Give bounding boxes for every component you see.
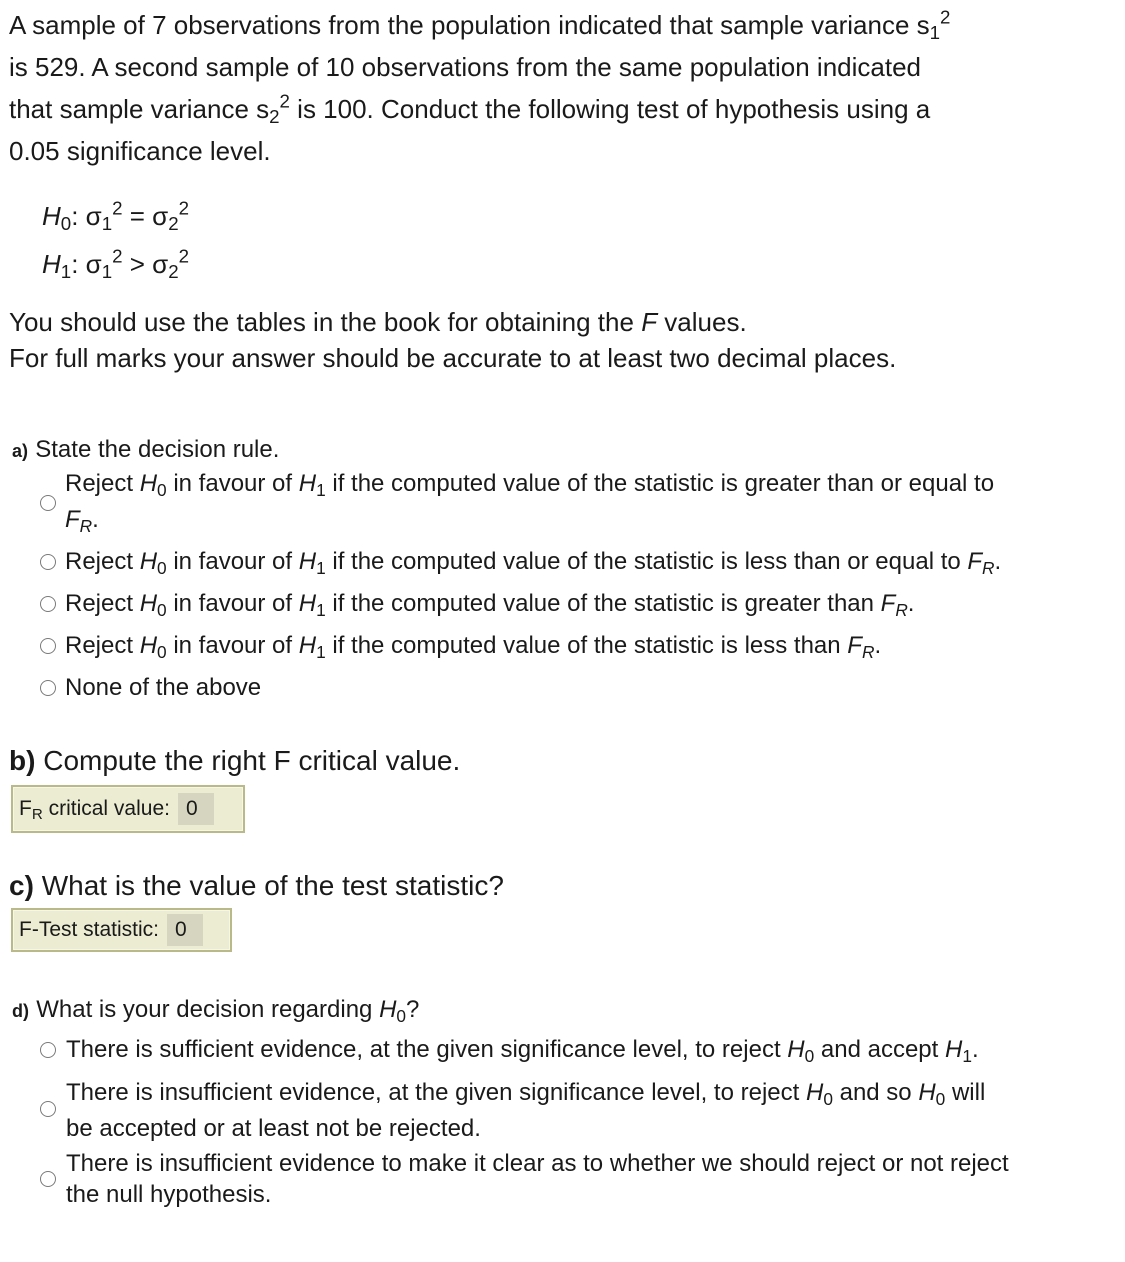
part-b-label: b) — [9, 745, 36, 776]
title-text: What is your decision regarding — [36, 996, 380, 1023]
h-sub: 0 — [157, 479, 167, 500]
intro-line-4: 0.05 significance level. — [9, 136, 271, 166]
f-letter: F — [847, 632, 862, 659]
option-a3[interactable] — [40, 587, 914, 621]
question-mark: ? — [406, 996, 420, 1023]
option-a4-text — [65, 629, 881, 663]
sigma-1-sub: 1 — [101, 213, 113, 235]
h-sub: 1 — [316, 557, 326, 578]
period: . — [994, 548, 1002, 575]
h0-sub: 0 — [60, 213, 72, 235]
part-d-title — [36, 996, 420, 1026]
h-sub: 0 — [157, 557, 167, 578]
intro-sub-3: 2 — [269, 106, 280, 128]
condition: less than — [744, 632, 848, 659]
sigma-1: σ — [85, 249, 102, 279]
r-sub: R — [982, 557, 995, 578]
h-letter: H — [298, 548, 317, 575]
reject-word: Reject — [65, 590, 140, 617]
text-line-1: There is insufficient evidence to make it clear as to whether we should reject or not reject — [66, 1150, 1009, 1177]
in-favour: in favour of — [166, 548, 299, 575]
text-a: There is insufficient evidence, at the given significance level, to reject — [66, 1079, 806, 1106]
part-c-label: c) — [9, 870, 34, 901]
condition: less than or equal to — [744, 548, 968, 575]
stat-prefix: if the computed value of the statistic is — [325, 632, 745, 659]
h-sub: 0 — [157, 641, 167, 662]
condition: greater than or equal to — [744, 470, 995, 497]
f-letter: F — [967, 548, 983, 575]
f-critical-value-input[interactable] — [178, 793, 214, 825]
f-critical-value-label — [19, 797, 170, 824]
option-a2[interactable] — [40, 545, 1001, 579]
f-test-statistic-label: F-Test statistic: — [19, 918, 160, 941]
in-favour: in favour of — [166, 632, 299, 659]
h-letter: H — [139, 470, 158, 497]
radio-option-a4[interactable] — [40, 638, 56, 654]
intro-sup-1: 2 — [940, 6, 951, 28]
h-letter: H — [805, 1079, 824, 1106]
part-b-title: Compute the right F critical value. — [43, 745, 461, 776]
option-a2-text — [65, 545, 1001, 579]
h-sub: 0 — [396, 1005, 407, 1026]
radio-option-a5[interactable] — [40, 680, 56, 696]
text-a: There is sufficient evidence, at the given significance level, to reject — [66, 1036, 788, 1063]
part-d-label: d) — [12, 1001, 29, 1021]
part-b-heading — [9, 745, 460, 777]
text-line-2: the null hypothesis. — [66, 1181, 272, 1208]
instruction-text-b: values. — [657, 307, 747, 337]
alternative-hypothesis: $H_1$: $\sigma_1^2 > \sigma_2^2$ — [42, 245, 190, 283]
option-d1[interactable] — [40, 1033, 979, 1067]
h-letter: H — [918, 1079, 936, 1106]
h-letter: H — [787, 1036, 805, 1063]
text-b: and so — [832, 1079, 919, 1106]
h1-sub: 1 — [60, 261, 72, 283]
sigma-1-sub: 1 — [101, 261, 113, 283]
radio-option-d1[interactable] — [40, 1042, 56, 1058]
f-letter: F — [19, 797, 32, 820]
sigma-1-sup: 2 — [112, 197, 123, 219]
f-letter: F — [65, 506, 80, 533]
text-line-2: be accepted or at least not be rejected. — [66, 1115, 481, 1142]
period: . — [92, 506, 99, 533]
critical-value-text: critical value: — [42, 797, 170, 820]
sigma-2: σ — [152, 201, 169, 231]
option-a5[interactable] — [40, 671, 261, 705]
text-c: . — [971, 1036, 979, 1063]
option-a4[interactable] — [40, 629, 881, 663]
h-sub: 1 — [962, 1045, 972, 1066]
h-letter: H — [945, 1036, 963, 1063]
part-c-title: What is the value of the test statistic? — [41, 870, 504, 901]
instructions — [9, 304, 896, 376]
h-letter: H — [298, 632, 317, 659]
option-a1-text — [65, 466, 994, 538]
intro-sup-3: 2 — [279, 90, 290, 112]
sigma-2-sub: 2 — [168, 261, 179, 283]
h0-letter: H — [42, 201, 61, 231]
instruction-line-1 — [9, 304, 896, 340]
radio-option-d2[interactable] — [40, 1101, 56, 1117]
reject-word: Reject — [65, 632, 140, 659]
reject-word: Reject — [65, 548, 140, 575]
period: . — [907, 590, 915, 617]
stat-prefix: if the computed value of the statistic is — [325, 470, 745, 497]
option-d3-text — [66, 1148, 1009, 1210]
in-favour: in favour of — [166, 470, 299, 497]
r-sub: R — [31, 806, 43, 824]
part-c-heading — [9, 870, 504, 902]
sigma-2-sup: 2 — [178, 245, 190, 267]
text-c: will — [945, 1079, 986, 1106]
option-a3-text — [65, 587, 914, 621]
intro-line-2: is 529. A second sample of 10 observations from the same population indicated — [9, 52, 922, 82]
intro-text-1: A sample of 7 observations from the population indicated that sample variance s — [9, 10, 930, 40]
stat-prefix: if the computed value of the statistic is — [325, 548, 745, 575]
intro-sub-1: 1 — [929, 22, 941, 44]
h-letter: H — [139, 590, 158, 617]
intro-line-1 — [9, 4, 1109, 46]
instruction-f: F — [641, 307, 658, 337]
part-a-title: State the decision rule. — [35, 436, 280, 463]
radio-option-d3[interactable] — [40, 1171, 56, 1187]
h-sub: 0 — [804, 1045, 815, 1066]
problem-statement — [9, 4, 1109, 172]
text-b: and accept — [814, 1036, 945, 1063]
f-test-statistic-input[interactable] — [167, 914, 203, 946]
stat-prefix: if the computed value of the statistic is — [325, 590, 745, 617]
intro-text-4: is 100. Conduct the following test of hypothesis using a — [289, 94, 931, 124]
f-letter: F — [880, 590, 896, 617]
h-sub: 1 — [316, 641, 326, 662]
h1-operator: > — [129, 249, 145, 279]
f-test-statistic-box — [11, 908, 232, 952]
r-sub: R — [895, 599, 908, 620]
condition: greater than — [744, 590, 881, 617]
part-a-heading — [12, 433, 279, 464]
h-letter: H — [379, 996, 397, 1023]
in-favour: in favour of — [166, 590, 299, 617]
f-critical-value-box — [11, 785, 245, 833]
instruction-line-2: For full marks your answer should be accurate to at least two decimal places. — [9, 343, 897, 373]
intro-line-3 — [9, 88, 1109, 130]
instruction-text-a: You should use the tables in the book for obtaining the — [9, 307, 642, 337]
r-sub: R — [79, 515, 93, 536]
intro-text-3: that sample variance s — [9, 94, 270, 124]
h-sub: 1 — [316, 599, 326, 620]
h1-letter: H — [42, 249, 61, 279]
null-hypothesis: $H_0$: $\sigma_1^2 = \sigma_2^2$ — [42, 197, 190, 235]
h-letter: H — [139, 548, 158, 575]
radio-option-a2[interactable] — [40, 554, 56, 570]
part-d-heading — [12, 993, 419, 1024]
h-sub: 1 — [316, 479, 326, 500]
h-letter: H — [298, 470, 317, 497]
h-sub: 0 — [157, 599, 167, 620]
sigma-2: σ — [152, 249, 169, 279]
r-sub: R — [861, 641, 875, 662]
h-sub: 0 — [823, 1088, 833, 1109]
period: . — [874, 632, 882, 659]
h0-operator: = — [129, 201, 145, 231]
hypotheses — [42, 192, 189, 288]
option-d1-text — [66, 1033, 979, 1067]
part-a-label: a) — [12, 441, 29, 461]
reject-word: Reject — [65, 470, 140, 497]
radio-option-a3[interactable] — [40, 596, 56, 612]
sigma-2-sup: 2 — [178, 197, 190, 219]
sigma-1-sup: 2 — [112, 245, 123, 267]
h-sub: 0 — [935, 1088, 946, 1109]
h-letter: H — [298, 590, 317, 617]
h-letter: H — [139, 632, 158, 659]
option-a5-text: None of the above — [65, 674, 262, 701]
option-d2-text — [66, 1075, 985, 1147]
radio-option-a1[interactable] — [40, 495, 56, 511]
sigma-1: σ — [85, 201, 102, 231]
sigma-2-sub: 2 — [168, 213, 179, 235]
